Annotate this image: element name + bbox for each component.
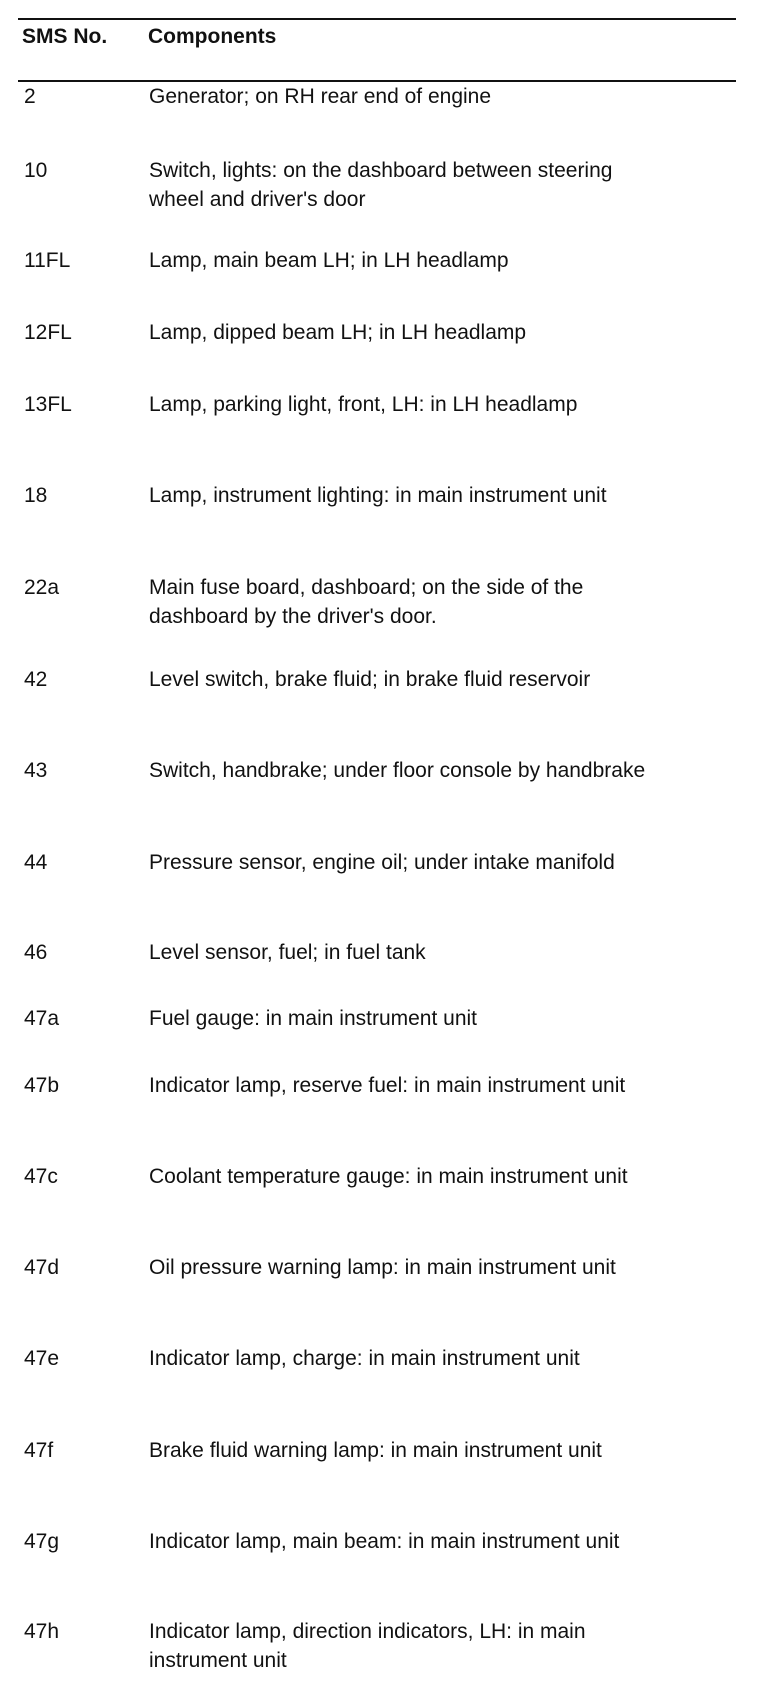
component-description: Indicator lamp, charge: in main instrument unit <box>149 1347 580 1370</box>
component-description: Lamp, dipped beam LH; in LH headlamp <box>149 321 527 344</box>
component-description: Oil pressure warning lamp: in main instrument unit <box>149 1256 616 1279</box>
sms-number: 22a <box>24 576 60 599</box>
component-description: Pressure sensor, engine oil; under intake manifold <box>149 851 615 874</box>
sms-number: 47g <box>24 1530 60 1553</box>
component-description: Brake fluid warning lamp: in main instrument unit <box>149 1439 602 1462</box>
sms-number: 42 <box>24 668 48 691</box>
component-description: Lamp, instrument lighting: in main instrument unit <box>149 484 607 507</box>
sms-number: 18 <box>24 484 48 507</box>
component-description: Lamp, main beam LH; in LH headlamp <box>149 249 509 272</box>
sms-number: 47d <box>24 1256 60 1279</box>
column-header-components: Components <box>148 25 277 48</box>
sms-number: 12FL <box>24 321 72 344</box>
component-description: Generator; on RH rear end of engine <box>149 85 492 108</box>
table-top-rule <box>18 18 736 20</box>
component-description: Fuel gauge: in main instrument unit <box>149 1007 478 1030</box>
sms-number: 13FL <box>24 393 72 416</box>
component-description: Level sensor, fuel; in fuel tank <box>149 941 426 964</box>
sms-number: 43 <box>24 759 48 782</box>
component-description: Lamp, parking light, front, LH: in LH headlamp <box>149 393 578 416</box>
component-description: Main fuse board, dashboard; on the side of the dashboard by the driver's door. <box>149 576 584 628</box>
sms-number: 47h <box>24 1620 60 1643</box>
component-description: Switch, handbrake; under floor console by handbrake <box>149 759 646 782</box>
component-description: Indicator lamp, reserve fuel: in main instrument unit <box>149 1074 626 1097</box>
sms-number: 47b <box>24 1074 60 1097</box>
component-description: Indicator lamp, direction indicators, LH: in main instrument unit <box>149 1620 586 1672</box>
sms-number: 47e <box>24 1347 60 1370</box>
component-description: Switch, lights: on the dashboard between steering wheel and driver's door <box>149 159 613 211</box>
sms-number: 11FL <box>24 249 71 272</box>
sms-number: 2 <box>24 85 36 108</box>
component-description: Coolant temperature gauge: in main instrument unit <box>149 1165 628 1188</box>
sms-number: 47a <box>24 1007 60 1030</box>
sms-number: 44 <box>24 851 48 874</box>
sms-number: 10 <box>24 159 48 182</box>
component-description: Indicator lamp, main beam: in main instrument unit <box>149 1530 620 1553</box>
sms-number: 47c <box>24 1165 58 1188</box>
sms-number: 46 <box>24 941 48 964</box>
column-header-sms-no: SMS No. <box>22 25 108 48</box>
sms-number: 47f <box>24 1439 54 1462</box>
component-description: Level switch, brake fluid; in brake fluid reservoir <box>149 668 591 691</box>
